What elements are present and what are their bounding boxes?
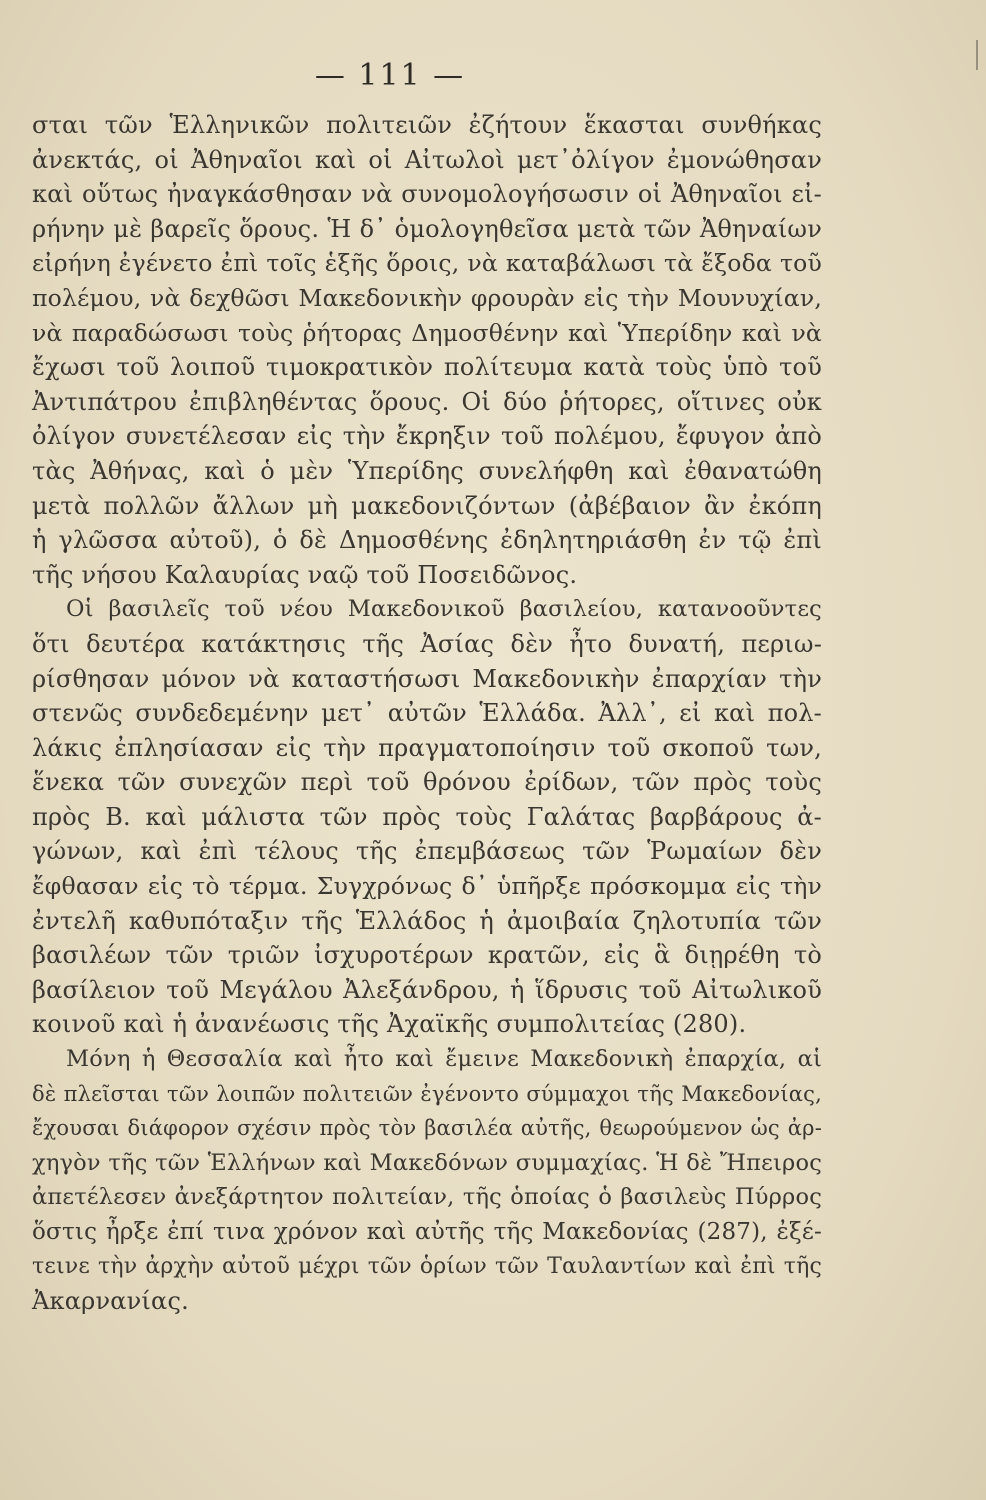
text-line: ρίσθησαν μόνον νὰ καταστήσωσι Μακεδονικὴν ἐπαρχίαν τὴν (32, 664, 822, 693)
text-line: νὰ παραδώσωσι τοὺς ῥήτορας Δημοσθένην καὶ Ὑπερίδην καὶ νὰ (32, 318, 822, 347)
text-line: ἀπετέλεσεν ἀνεξάρτητον πολιτείαν, τῆς ὁποίας ὁ βασιλεὺς Πύρρος (32, 1184, 822, 1211)
text-line: ἔχωσι τοῦ λοιποῦ τιμοκρατικὸν πολίτευμα κατὰ τοὺς ὑπὸ τοῦ (32, 353, 822, 382)
text-line: τεινε τὴν ἀρχὴν αὐτοῦ μέχρι τῶν ὁρίων τῶν Ταυλαντίων καὶ ἐπὶ τῆς (32, 1253, 822, 1279)
text-line: μετὰ πολλῶν ἄλλων μὴ μακεδονιζόντων (ἀβέβαιον ἂν ἐκόπη (32, 491, 822, 520)
text-line: κοινοῦ καὶ ἡ ἀνανέωσις τῆς Ἀχαϊκῆς συμπολιτείας (280). (32, 1010, 747, 1039)
text-line: ἕνεκα τῶν συνεχῶν περὶ τοῦ θρόνου ἐρίδων, τῶν πρὸς τοὺς (32, 768, 822, 797)
text-line: ἔφθασαν εἰς τὸ τέρμα. Συγχρόνως δ᾽ ὑπῆρξε πρόσκομμα εἰς τὴν (32, 872, 822, 901)
text-line: ἔχουσαι διάφορον σχέσιν πρὸς τὸν βασιλέα αὐτῆς, θεωρούμενον ὡς ἀρ- (32, 1116, 822, 1141)
page-number: — 111 — (314, 58, 466, 93)
text-line: δὲ πλεῖσται τῶν λοιπῶν πολιτειῶν ἐγένοντο σύμμαχοι τῆς Μακεδονίας, (32, 1081, 822, 1106)
text-line: γώνων, καὶ ἐπὶ τέλους τῆς ἐπεμβάσεως τῶν Ῥωμαίων δὲν (32, 837, 822, 866)
text-line: ἐντελῆ καθυπόταξιν τῆς Ἑλλάδος ἡ ἀμοιβαία ζηλοτυπία τῶν (32, 906, 822, 935)
text-line: ρήνην μὲ βαρεῖς ὅρους. Ἡ δ᾽ ὁμολογηθεῖσα μετὰ τῶν Ἀθηναίων (32, 214, 822, 243)
text-line: ἡ γλῶσσα αὐτοῦ), ὁ δὲ Δημοσθένης ἐδηλητηριάσθη ἐν τῷ ἐπὶ (32, 526, 822, 555)
text-line: βασίλειον τοῦ Μεγάλου Ἀλεξάνδρου, ἡ ἵδρυσις τοῦ Αἰτωλικοῦ (32, 975, 822, 1004)
text-line: βασιλέων τῶν τριῶν ἰσχυροτέρων κρατῶν, εἰς ἃ διῃρέθη τὸ (32, 941, 822, 970)
text-line: σται τῶν Ἑλληνικῶν πολιτειῶν ἐζήτουν ἕκασται συνθήκας (32, 111, 822, 139)
text-line: ὅστις ἦρξε ἐπί τινα χρόνον καὶ αὐτῆς τῆς Μακεδονίας (287), ἐξέ- (32, 1219, 822, 1245)
text-line: πολέμου, νὰ δεχθῶσι Μακεδονικὴν φρουρὰν εἰς τὴν Μουνυχίαν, (32, 283, 822, 312)
body-text (32, 108, 822, 1319)
text-line: χηγὸν τῆς τῶν Ἑλλήνων καὶ Μακεδόνων συμμαχίας. Ἡ δὲ Ἤπειρος (32, 1149, 822, 1176)
text-line: στενῶς συνδεδεμένην μετ᾽ αὐτῶν Ἑλλάδα. Ἀλλ᾽, εἰ καὶ πολ- (32, 699, 822, 728)
text-line: Ἀκαρνανίας. (32, 1287, 189, 1316)
text-line: τῆς νήσου Καλαυρίας ναῷ τοῦ Ποσειδῶνος. (32, 560, 578, 589)
text-line: τὰς Ἀθήνας, καὶ ὁ μὲν Ὑπερίδης συνελήφθη καὶ ἐθανατώθη (32, 456, 822, 485)
text-line: Οἱ βασιλεῖς τοῦ νέου Μακεδονικοῦ βασιλείου, κατανοοῦντες (66, 596, 822, 623)
text-line: Μόνη ἡ Θεσσαλία καὶ ἦτο καὶ ἔμεινε Μακεδονικὴ ἐπαρχία, αἱ (66, 1046, 822, 1073)
text-line: πρὸς Β. καὶ μάλιστα τῶν πρὸς τοὺς Γαλάτας βαρβάρους ἀ- (32, 802, 822, 831)
text-line: Ἀντιπάτρου ἐπιβληθέντας ὅρους. Οἱ δύο ῥήτορες, οἵτινες οὐκ (32, 387, 822, 416)
text-line: ὅτι δευτέρα κατάκτησις τῆς Ἀσίας δὲν ἦτο δυνατή, περιω- (32, 629, 822, 658)
text-line: λάκις ἐπλησίασαν εἰς τὴν πραγματοποίησιν τοῦ σκοποῦ των, (32, 733, 822, 762)
text-line: καὶ οὕτως ἠναγκάσθησαν νὰ συνομολογήσωσιν οἱ Ἀθηναῖοι εἰ- (32, 180, 822, 209)
text-line: ἀνεκτάς, οἱ Ἀθηναῖοι καὶ οἱ Αἰτωλοὶ μετ᾽ὀλίγον ἐμονώθησαν (32, 145, 822, 174)
text-line: εἰρήνη ἐγένετο ἐπὶ τοῖς ἑξῆς ὅροις, νὰ καταβάλωσι τὰ ἔξοδα τοῦ (32, 249, 822, 278)
text-line: ὀλίγον συνετέλεσαν εἰς τὴν ἔκρηξιν τοῦ πολέμου, ἔφυγον ἀπὸ (32, 422, 822, 451)
margin-mark (976, 40, 978, 70)
